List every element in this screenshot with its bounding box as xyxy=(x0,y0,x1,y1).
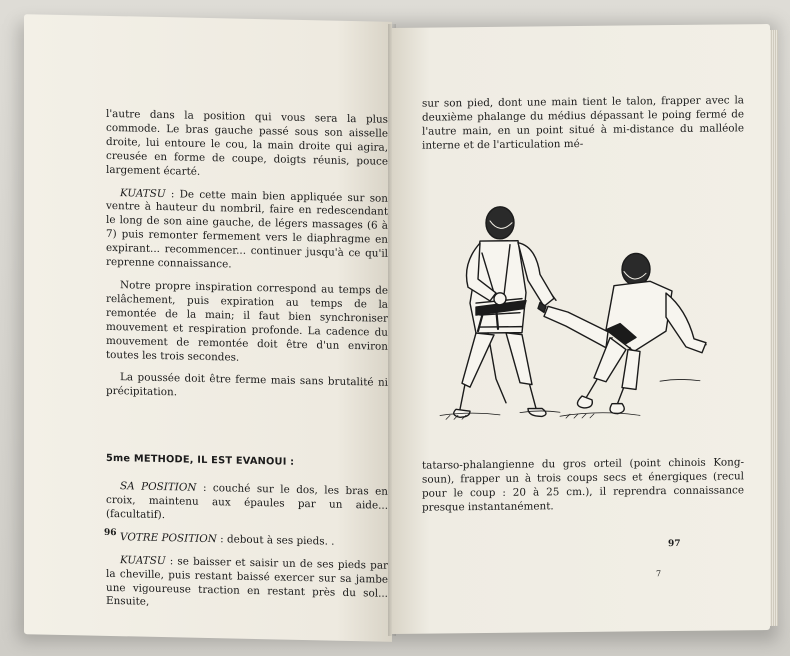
method-heading: 5me METHODE, IL EST EVANOUI : xyxy=(106,453,295,469)
paragraph-3: Notre propre inspiration correspond au temps de relâchement, puis expiration au temps de la remontée de la main; il faut bien synchroniser mouvement et respiration profonde. La cadence du mouvement de remontée doit être d'un environ toutes les trois secondes. xyxy=(106,279,388,364)
label-kuatsu: KUATSU xyxy=(120,186,166,200)
page-number-right: 97 xyxy=(668,538,681,550)
left-page xyxy=(24,14,392,642)
judo-illustration xyxy=(410,181,720,434)
left-page-text xyxy=(106,108,388,624)
paragraph-4: La poussée doit être ferme mais sans brutalité ni précipitation. xyxy=(106,371,388,399)
right-page-bottom-text: tatarso-phalangienne du gros orteil (point chinois Kong-soun), frapper un à trois coups secs et énergiques (recul pour le coup : 20 à 25 cm.), il reprendra connaissance presque instantanément. xyxy=(422,456,744,514)
page-edges xyxy=(770,30,778,626)
paragraph-1: l'autre dans la position qui vous sera la plus commode. Le bras gauche passé sous son aisselle droite, lui entoure le cou, la main droite qui agira, creusée en forme de coupe, doigts réunis, pouce largement écarté. xyxy=(106,107,388,178)
falling-judoka-figure xyxy=(538,253,706,415)
right-page-top-text: sur son pied, dont une main tient le talon, frapper avec la deuxième phalange du médius dépassant le poing fermé de l'autre main, en un point situé à mi-distance du malléole interne et de l'articulation mé- xyxy=(422,94,744,152)
paragraph-kuatsu-2: KUATSU : se baisser et saisir un de ses pieds par la cheville, puis restant baissé exercer sur sa jambe une vigoureuse traction en restant près du sol... Ensuite, xyxy=(106,553,388,609)
right-page xyxy=(392,24,770,634)
paragraph-votre-position: VOTRE POSITION : debout à ses pieds. . xyxy=(120,531,335,548)
paragraph-kuatsu-1: KUATSU : De cette main bien appliquée sur son ventre à hauteur du nombril, faire en redescendant le long de son aine gauche, de légers massages (6 à 7) puis remonter fermement vers le diaphragme en expirant... recommencer... continuer jusqu'à ce qu'il reprenne connaissance. xyxy=(106,186,388,271)
signature-mark: 7 xyxy=(656,569,662,579)
page-number-left: 96 xyxy=(104,527,117,539)
standing-judoka-figure xyxy=(454,206,556,417)
paragraph-sa-position: SA POSITION : couché sur le dos, les bras en croix, maintenu aux épaules par un aide... (facultatif). xyxy=(106,480,388,522)
spacer xyxy=(106,408,388,458)
